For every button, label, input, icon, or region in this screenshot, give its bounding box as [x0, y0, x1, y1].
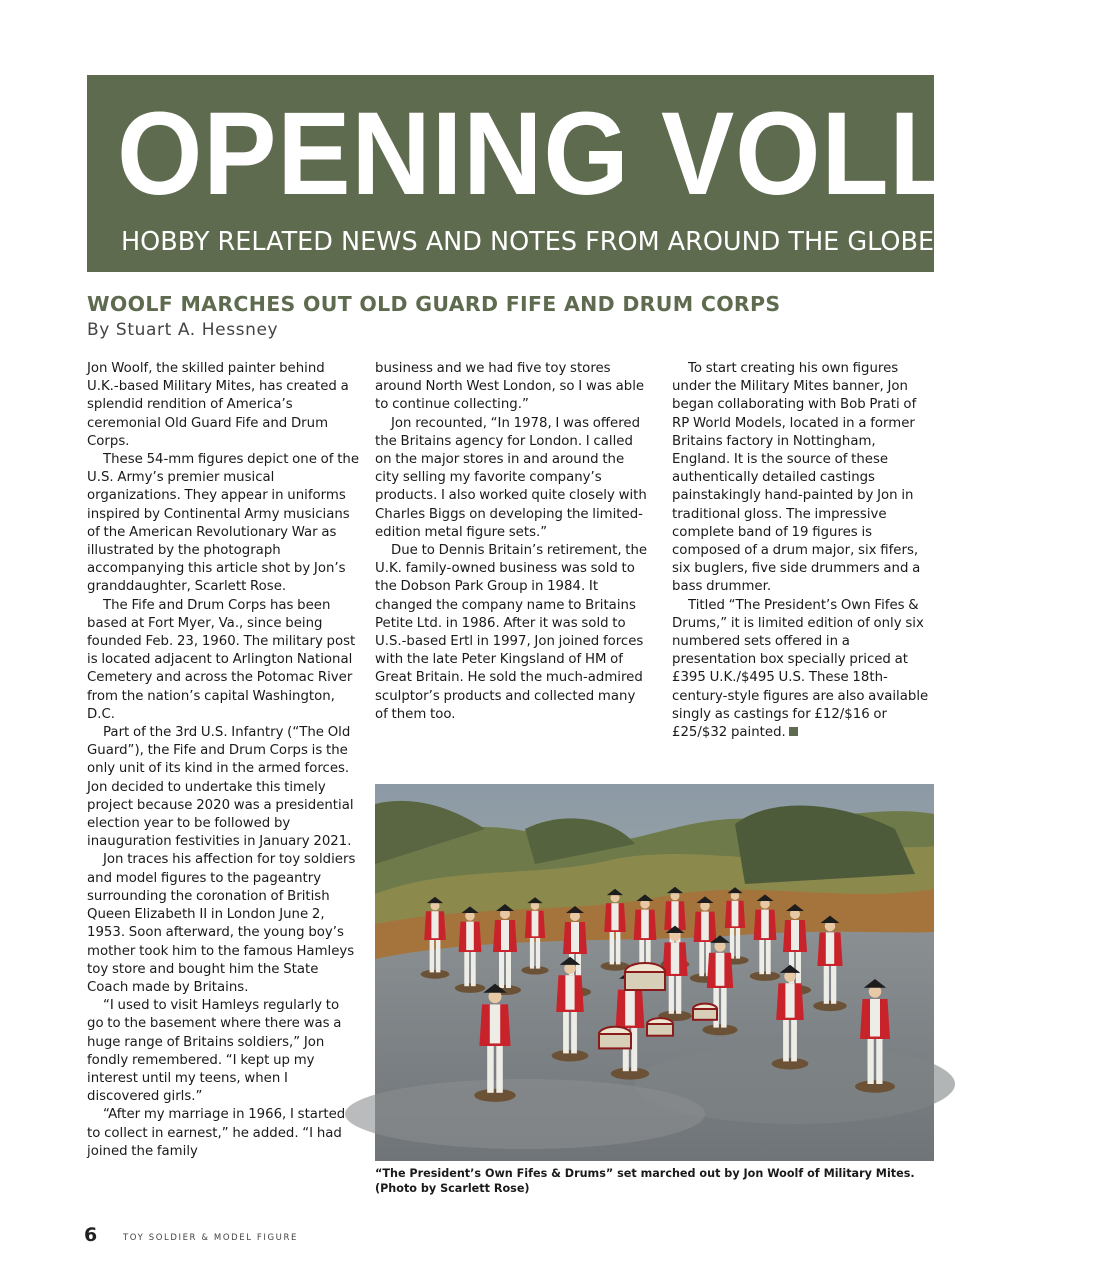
paragraph: Jon recounted, “In 1978, I was offered the Britains agency for London. I called on the major stores in and around the city selling my favorite company’s products. I also worked quite closely with Charles Biggs on developing the limited-edition metal figure sets.”	[375, 415, 647, 540]
article-photo	[375, 784, 934, 1161]
section-banner	[87, 75, 1106, 272]
drum-figure	[647, 1018, 673, 1036]
drum-figure	[693, 1004, 717, 1020]
paragraph: The Fife and Drum Corps has been based at Fort Myer, Va., since being founded Feb. 23, 1960. The military post is located adjacent to Arlington National Cemetery and across the Potomac River from the nation’s capital Washington, D.C.	[87, 597, 356, 722]
paragraph: Part of the 3rd U.S. Infantry (“The Old Guard”), the Fife and Drum Corps is the only unit of its kind in the armed forces. Jon decided to undertake this timely project because 2020 was a presidential election year to be followed by inauguration festivities in January 2021.	[87, 725, 354, 850]
paragraph: Jon Woolf, the skilled painter behind U.K.-based Military Mites, has created a splendid rendition of America’s ceremonial Old Guard Fife and Drum Corps.	[87, 361, 349, 449]
article-headline: WOOLF MARCHES OUT OLD GUARD FIFE AND DRUM CORPS	[87, 292, 781, 316]
paragraph: “After my marriage in 1966, I started to collect in earnest,” he added. “I had joined the family	[87, 1107, 346, 1159]
paragraph: Jon traces his affection for toy soldiers and model figures to the pageantry surrounding the coronation of British Queen Elizabeth II in London June 2, 1953. Soon afterward, the young boy’s mother took him to the famous Hamleys toy store and bought him the State Coach made by Britains.	[87, 852, 356, 995]
paragraph-text: Titled “The President’s Own Fifes & Drums,” it is limited edition of only six numbered sets offered in a presentation box specially priced at £395 U.K./$495 U.S. These 18th-century-style figures are also available singly as castings for £12/$16 or £25/$32 painted.	[672, 597, 929, 741]
drum-figure	[625, 963, 665, 990]
drum-figure	[599, 1027, 631, 1049]
section-subtitle: HOBBY RELATED NEWS AND NOTES FROM AROUND THE GLOBE	[121, 227, 935, 257]
section-title: OPENING VOLLEY	[117, 88, 1106, 220]
page-number: 6	[84, 1224, 98, 1246]
photo-caption: “The President’s Own Fifes & Drums” set marched out by Jon Woolf of Military Mites. (Photo by Scarlett Rose)	[375, 1167, 915, 1195]
toy-soldier-band-illustration	[375, 784, 934, 1161]
article-byline: By Stuart A. Hessney	[87, 320, 279, 340]
article-column-1	[87, 360, 359, 1161]
paragraph: To start creating his own figures under the Military Mites banner, Jon began collaborating with Bob Prati of RP World Models, located in a former Britains factory in Nottingham, England. It is the source of these authentically detailed castings painstakingly hand-painted by Jon in traditional gloss. The impressive complete band of 19 figures is composed of a drum major, six fifers, six buglers, five side drummers and a bass drummer.	[672, 361, 921, 595]
paragraph-final	[672, 597, 934, 743]
magazine-name: TOY SOLDIER & MODEL FIGURE	[123, 1233, 298, 1243]
paragraph: “I used to visit Hamleys regularly to go to the basement where there was a huge range of Britains soldiers,” Jon fondly remembered. “I kept up my interest until my teens, when I discovered girls.”	[87, 998, 342, 1105]
paragraph: business and we had five toy stores around North West London, so I was able to continue collecting.”	[375, 361, 645, 413]
article-column-3	[672, 360, 934, 742]
article-column-2	[375, 360, 649, 724]
paragraph: These 54-mm figures depict one of the U.S. Army’s premier musical organizations. They appear in uniforms inspired by Continental Army musicians of the American Revolutionary War as illustrated by the photograph accompanying this article shot by Jon’s granddaughter, Scarlett Rose.	[87, 452, 360, 595]
end-mark-icon	[789, 727, 798, 736]
paragraph: Due to Dennis Britain’s retirement, the U.K. family-owned business was sold to the Dobson Park Group in 1984. It changed the company name to Britains Petite Ltd. in 1986. After it was sold to U.S.-based Ertl in 1997, Jon joined forces with the late Peter Kingsland of HM of Great Britain. He sold the much-admired sculptor’s products and collected many of them too.	[375, 543, 648, 722]
